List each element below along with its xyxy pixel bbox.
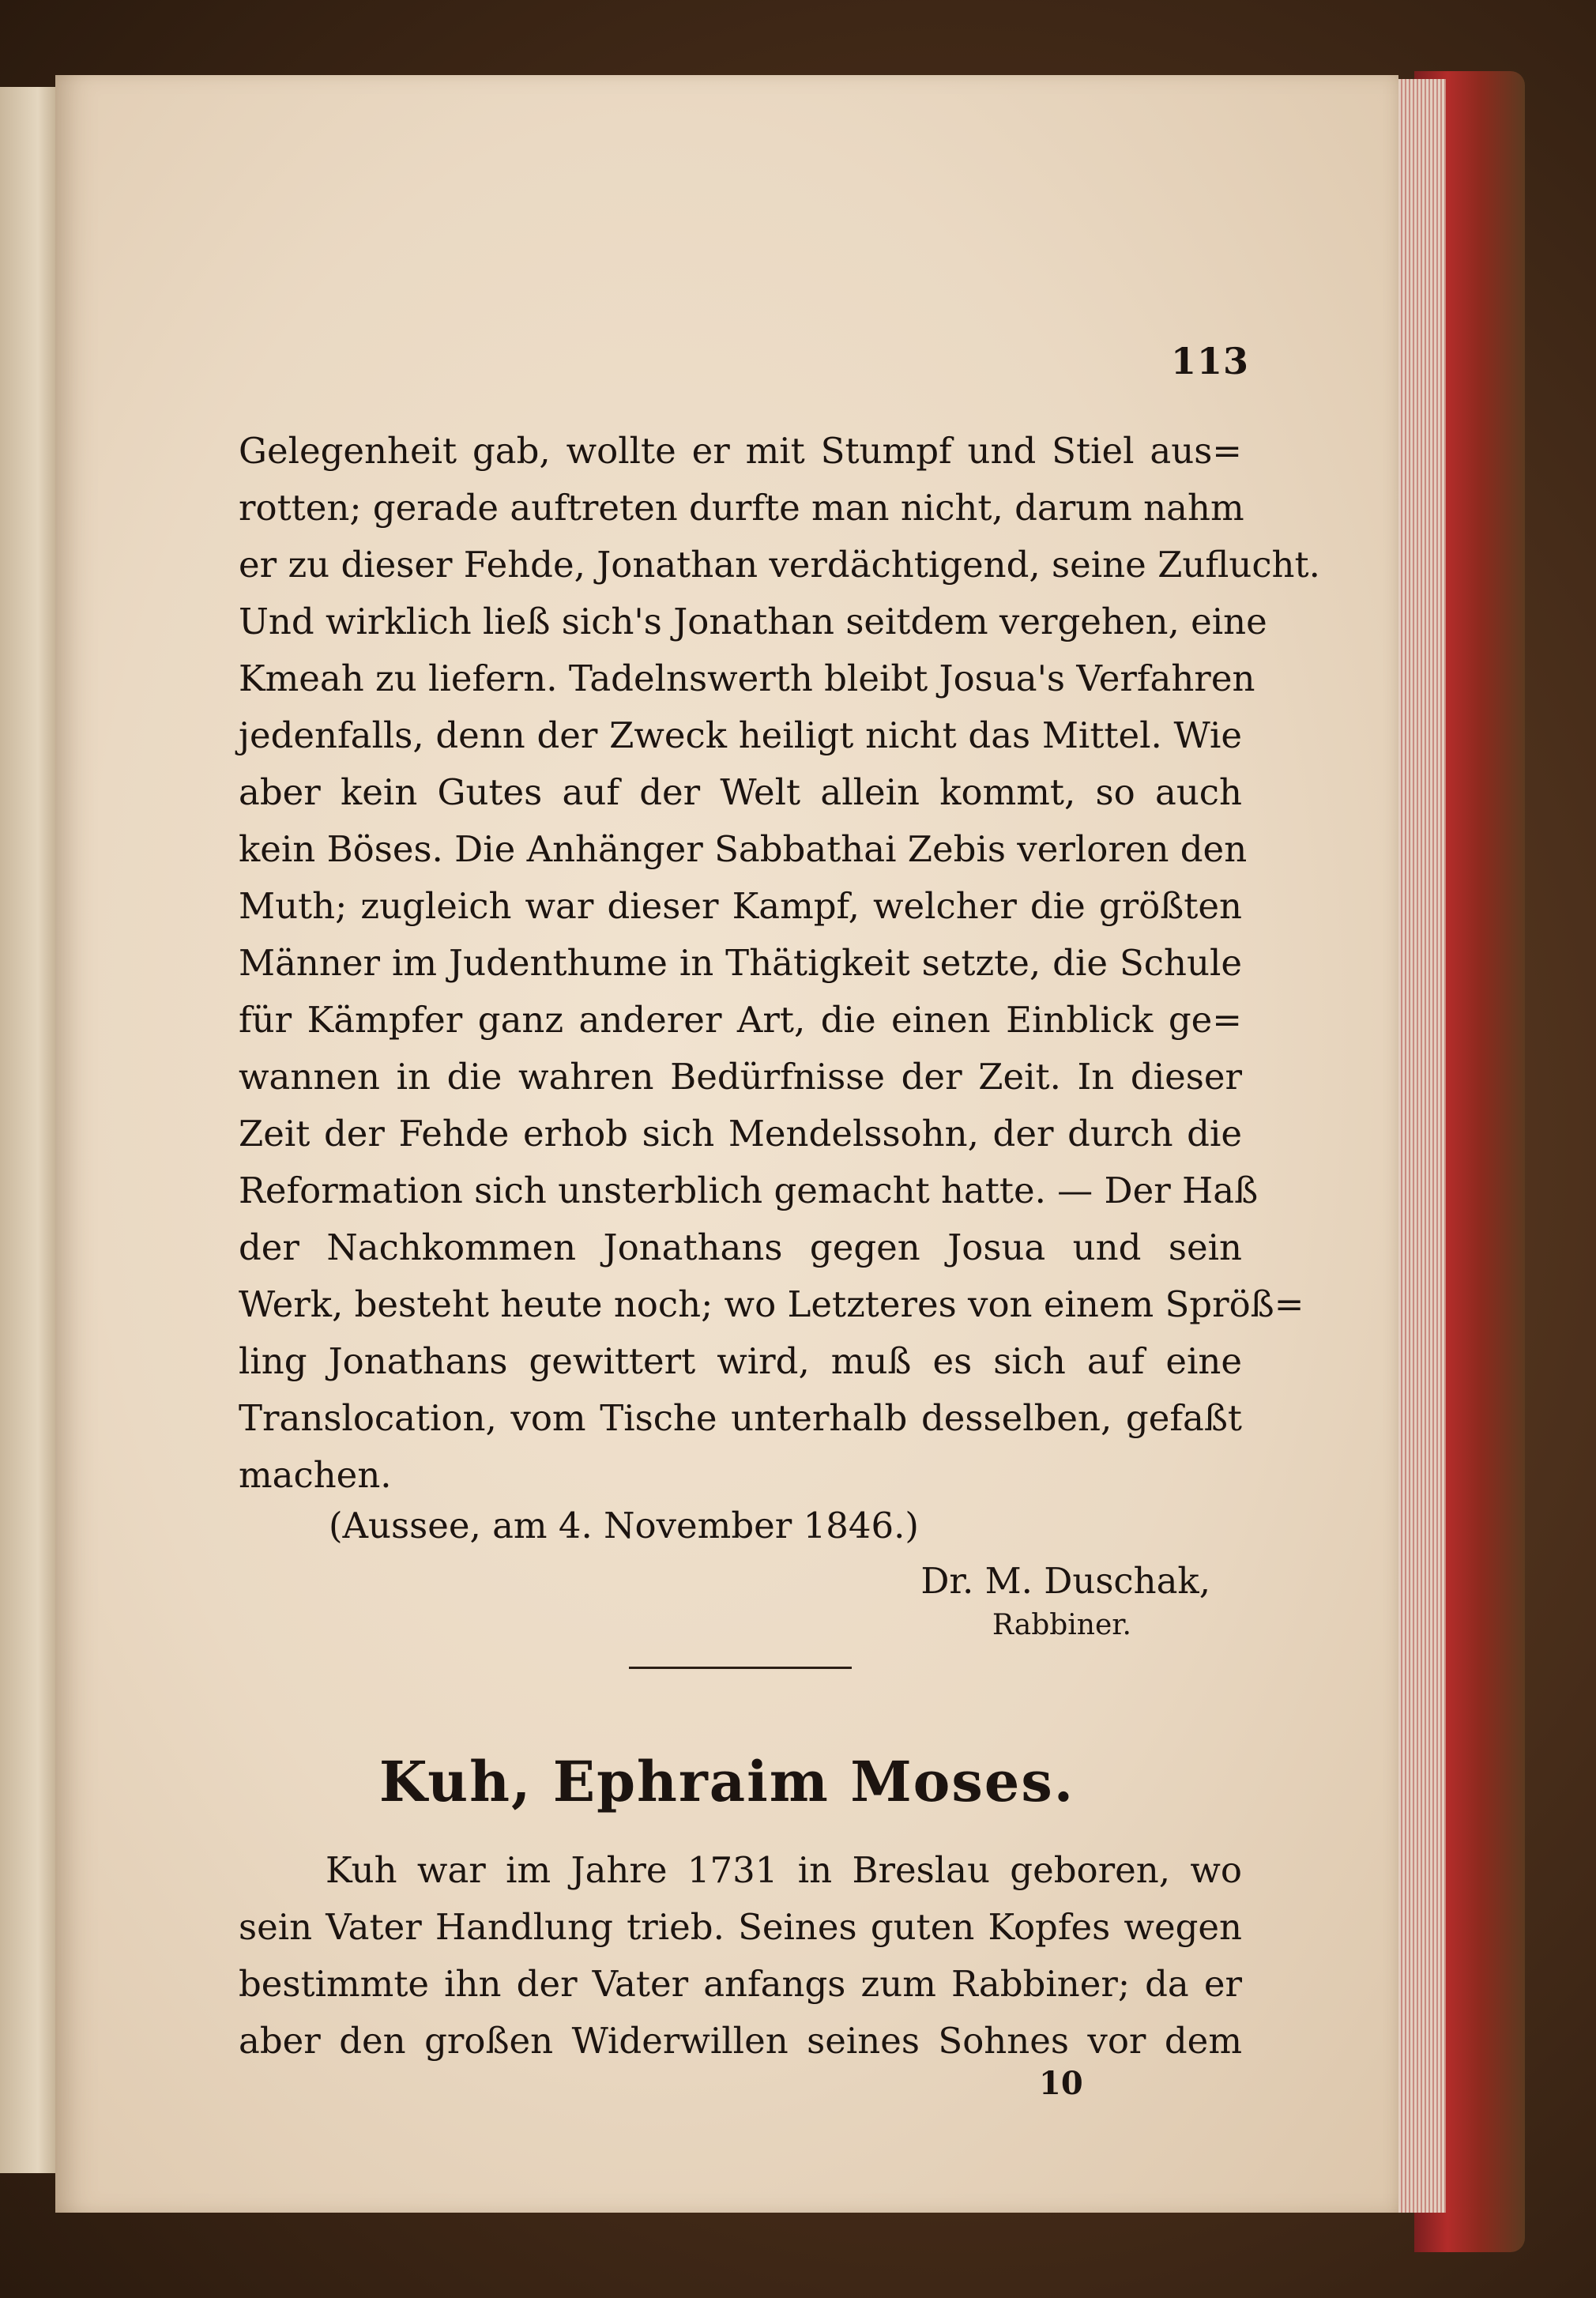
- section-divider: [629, 1667, 852, 1669]
- text-line: Kmeah zu liefern. Tadelnswerth bleibt Josua's Verfahren: [239, 657, 1255, 699]
- signature-mark: 10: [1039, 2065, 1083, 2102]
- text-line: bestimmte ihn der Vater anfangs zum Rabbiner; da er: [239, 1963, 1242, 2005]
- text-line: Zeit der Fehde erhob sich Mendelssohn, der durch die: [239, 1113, 1242, 1155]
- text-line: Werk, besteht heute noch; wo Letzteres von einem Spröß=: [239, 1283, 1304, 1325]
- text-line: Und wirklich ließ sich's Jonathan seitdem vergehen, eine: [239, 601, 1267, 642]
- book-page: [55, 75, 1398, 2213]
- text-line: aber kein Gutes auf der Welt allein kommt, so auch: [239, 771, 1242, 813]
- text-line: Translocation, vom Tische unterhalb desselben, gefaßt: [239, 1397, 1242, 1439]
- text-line: Reformation sich unsterblich gemacht hatte. — Der Haß: [239, 1170, 1259, 1211]
- author-signature: Dr. M. Duschak,: [920, 1560, 1210, 1602]
- text-line: Muth; zugleich war dieser Kampf, welcher die größten: [239, 885, 1242, 927]
- text-line: kein Böses. Die Anhänger Sabbathai Zebis verloren den: [239, 828, 1248, 870]
- text-line: für Kämpfer ganz anderer Art, die einen Einblick ge=: [239, 999, 1242, 1041]
- text-line: aber den großen Widerwillen seines Sohnes vor dem: [239, 2020, 1242, 2062]
- text-line: Männer im Judenthume in Thätigkeit setzte, die Schule: [239, 942, 1242, 984]
- text-line: machen.: [239, 1454, 392, 1496]
- text-line: Kuh war im Jahre 1731 in Breslau geboren, wo: [326, 1849, 1242, 1891]
- page-number: 113: [1171, 340, 1250, 382]
- author-role: Rabbiner.: [992, 1609, 1131, 1641]
- body-text-section-1: [239, 423, 1320, 1504]
- text-line: ling Jonathans gewittert wird, muß es sich auf eine: [239, 1340, 1242, 1382]
- text-line: Gelegenheit gab, wollte er mit Stumpf und Stiel aus=: [239, 430, 1242, 472]
- text-line: wannen in die wahren Bedürfnisse der Zeit. In dieser: [239, 1056, 1242, 1098]
- text-line: er zu dieser Fehde, Jonathan verdächtigend, seine Zuflucht.: [239, 544, 1320, 586]
- text-line: jedenfalls, denn der Zweck heiligt nicht das Mittel. Wie: [239, 714, 1242, 756]
- dateline: (Aussee, am 4. November 1846.): [329, 1505, 919, 1546]
- text-line: rotten; gerade auftreten durfte man nicht, darum nahm: [239, 487, 1244, 529]
- text-line: sein Vater Handlung trieb. Seines guten Kopfes wegen: [239, 1906, 1242, 1948]
- facing-page-edge: [0, 87, 63, 2173]
- text-line: der Nachkommen Jonathans gegen Josua und sein: [239, 1226, 1242, 1268]
- body-text-section-2: [239, 1842, 1242, 2070]
- section-heading: Kuh, Ephraim Moses.: [378, 1749, 1075, 1814]
